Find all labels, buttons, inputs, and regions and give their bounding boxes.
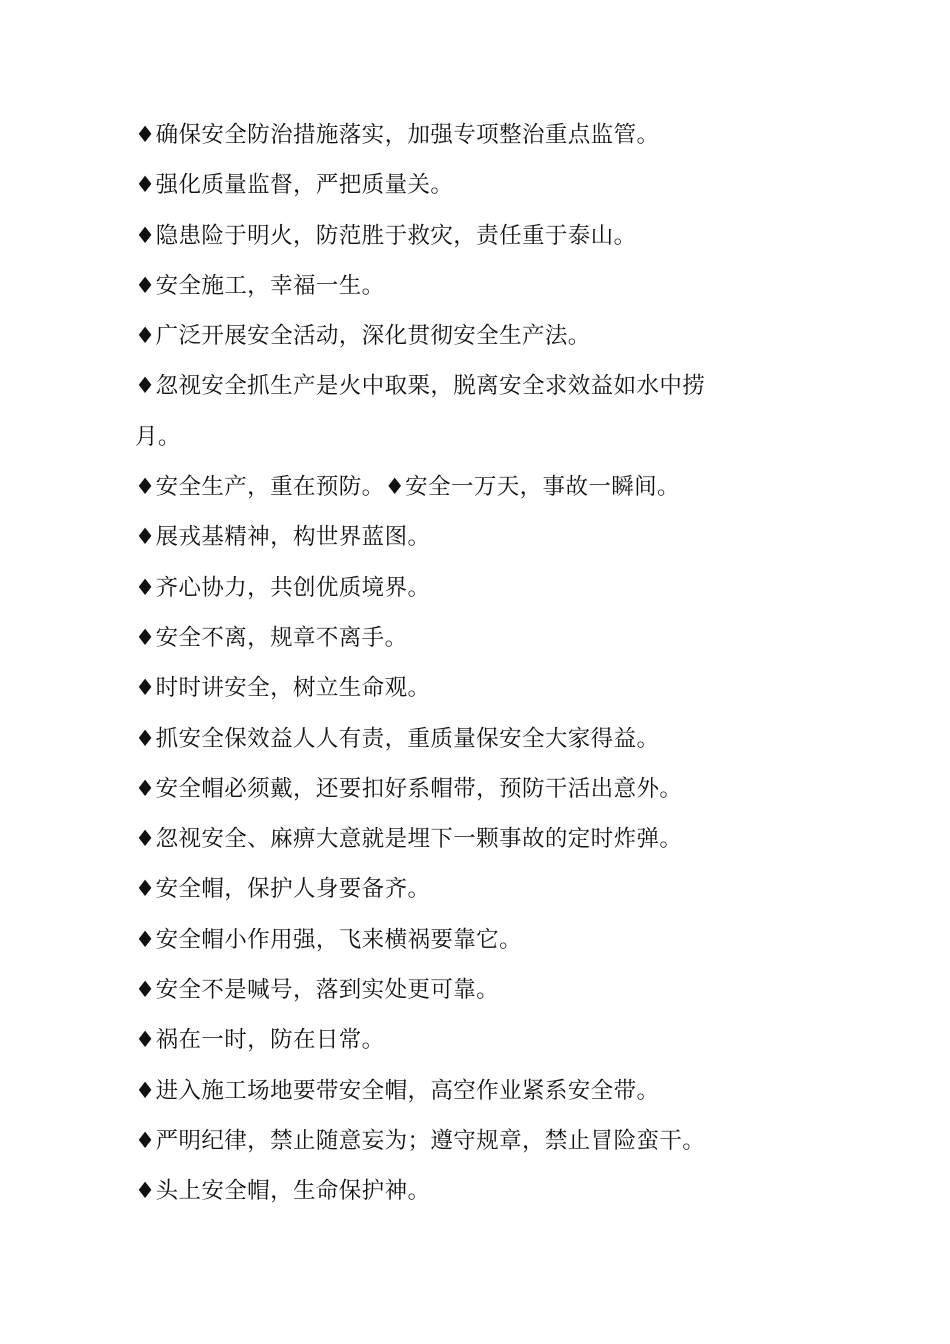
text-line: ♦强化质量监督，严把质量关。 bbox=[135, 172, 454, 199]
text-line: ♦抓安全保效益人人有责，重质量保安全大家得益。 bbox=[135, 725, 660, 752]
slogan-list bbox=[135, 110, 755, 1217]
text-line: ♦安全帽小作用强，飞来横祸要靠它。 bbox=[135, 926, 522, 953]
text-line: ♦广泛开展安全活动，深化贯彻安全生产法。 bbox=[135, 323, 591, 350]
text-line: ♦安全帽必须戴，还要扣好系帽带，预防干活出意外。 bbox=[135, 775, 683, 802]
text-line: ♦祸在一时，防在日常。 bbox=[135, 1027, 385, 1054]
text-line: ♦齐心协力，共创优质境界。 bbox=[135, 574, 431, 601]
text-line: ♦头上安全帽，生命保护神。 bbox=[135, 1178, 431, 1205]
text-line: ♦忽视安全抓生产是火中取栗，脱离安全求效益如水中捞 bbox=[135, 373, 706, 400]
text-line: ♦隐患险于明火，防范胜于救灾，责任重于泰山。 bbox=[135, 222, 637, 249]
text-line: ♦进入施工场地要带安全帽，高空作业紧系安全带。 bbox=[135, 1077, 660, 1104]
text-line: ♦安全帽，保护人身要备齐。 bbox=[135, 876, 431, 903]
text-line: ♦严明纪律，禁止随意妄为；遵守规章，禁止冒险蛮干。 bbox=[135, 1127, 706, 1154]
text-line: ♦安全生产，重在预防。♦安全一万天，事故一瞬间。 bbox=[135, 474, 680, 501]
text-line: ♦时时讲安全，树立生命观。 bbox=[135, 675, 431, 702]
text-line: ♦忽视安全、麻痹大意就是埋下一颗事故的定时炸弹。 bbox=[135, 826, 683, 853]
text-line: ♦安全施工，幸福一生。 bbox=[135, 272, 385, 299]
text-line: ♦安全不是喊号，落到实处更可靠。 bbox=[135, 977, 500, 1004]
text-line: ♦确保安全防治措施落实，加强专项整治重点监管。 bbox=[135, 122, 660, 148]
text-line: ♦安全不离，规章不离手。 bbox=[135, 624, 408, 651]
text-line: 月。 bbox=[135, 423, 181, 450]
text-line: ♦展戎基精神，构世界蓝图。 bbox=[135, 524, 431, 551]
